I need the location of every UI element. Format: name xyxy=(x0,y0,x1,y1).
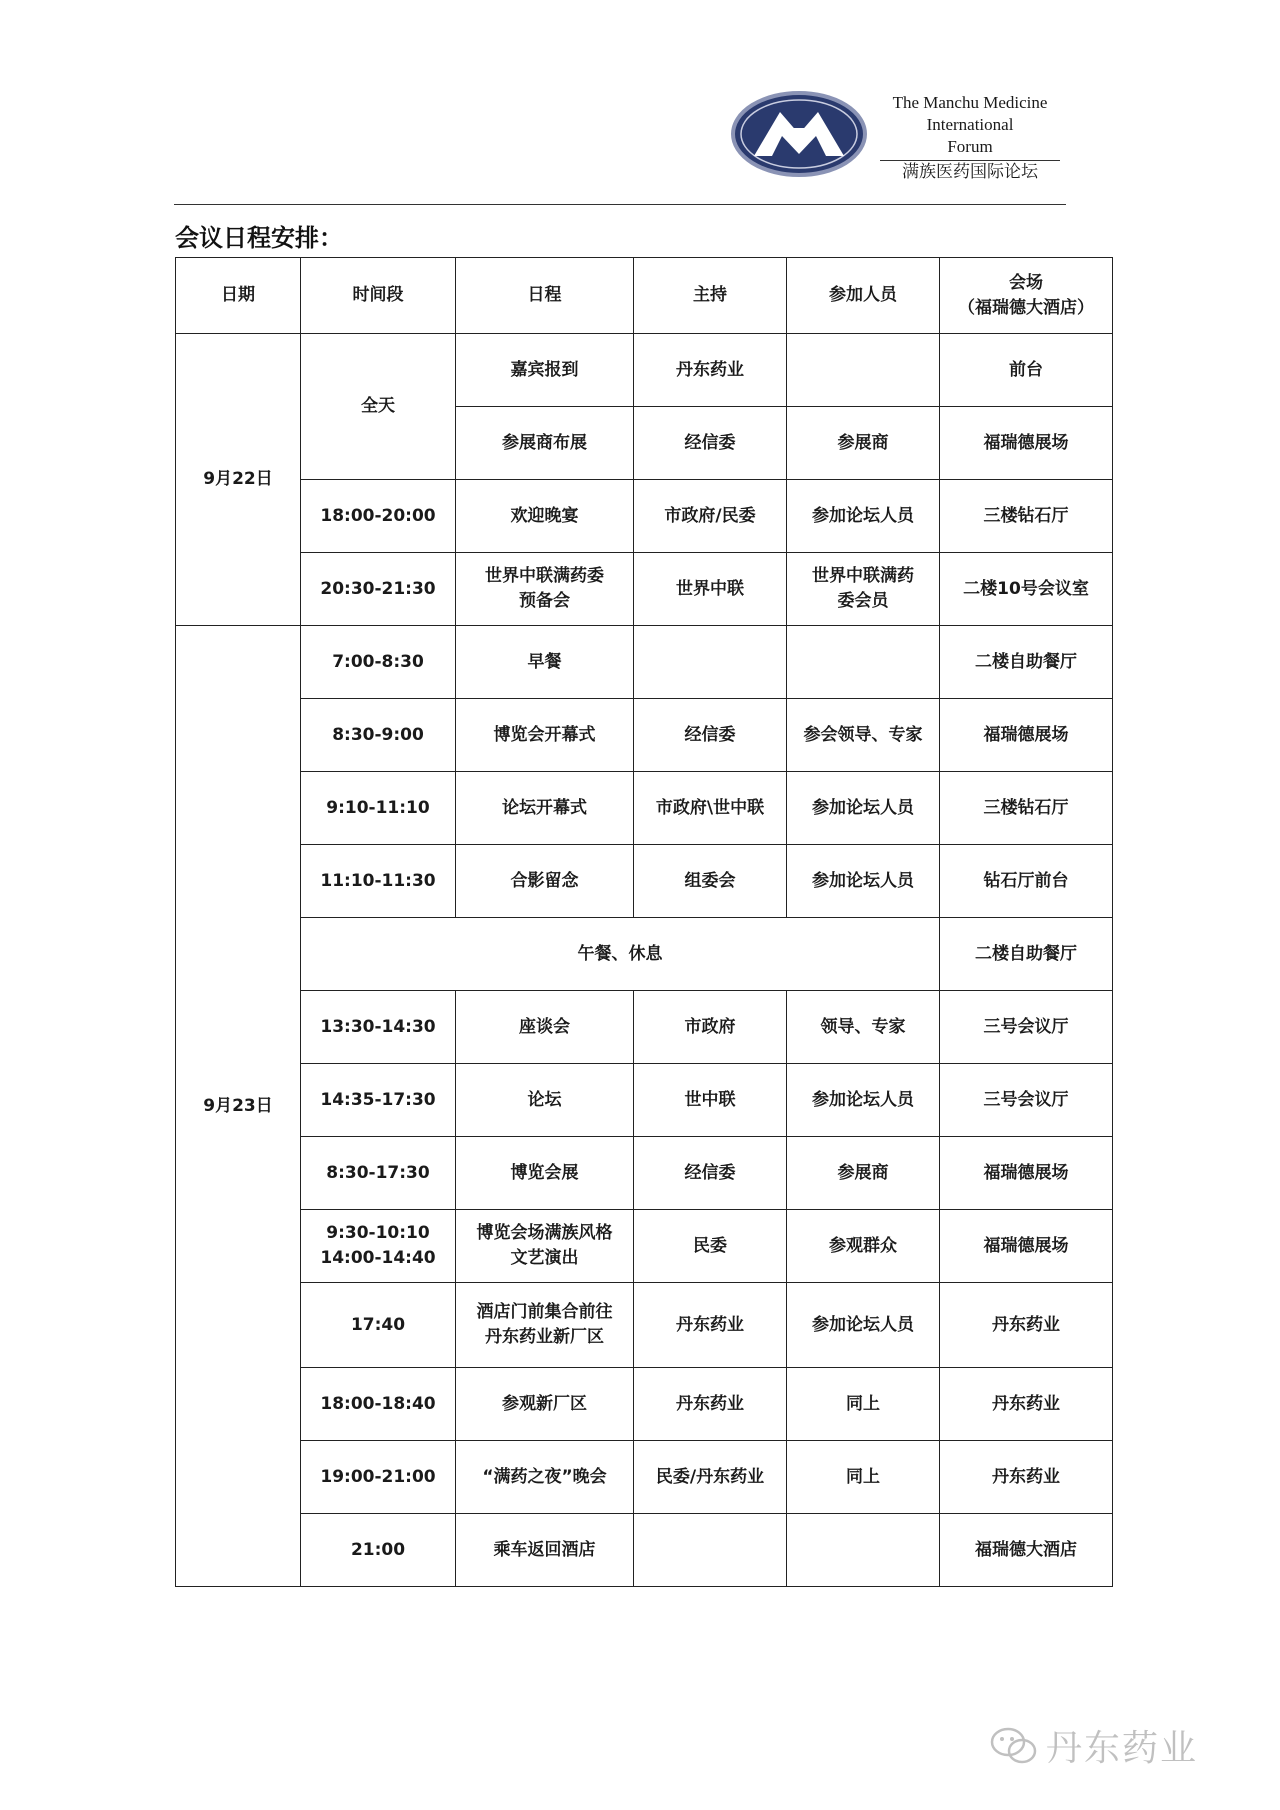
host-cell: 丹东药业 xyxy=(634,1283,787,1368)
header-host: 主持 xyxy=(634,258,787,334)
venue-cell: 三号会议厅 xyxy=(940,991,1113,1064)
host-cell: 市政府 xyxy=(634,991,787,1064)
attendees-cell: 同上 xyxy=(787,1441,940,1514)
attendees-cell xyxy=(787,1514,940,1587)
table-row xyxy=(176,845,1113,918)
attendees-cell: 参观群众 xyxy=(787,1210,940,1283)
venue-cell: 二楼自助餐厅 xyxy=(940,626,1113,699)
header-attendees: 参加人员 xyxy=(787,258,940,334)
table-row xyxy=(176,772,1113,845)
agenda-cell: 欢迎晚宴 xyxy=(456,480,634,553)
attendees-cell: 参展商 xyxy=(787,407,940,480)
agenda-cell: 博览会展 xyxy=(456,1137,634,1210)
host-cell: 市政府/民委 xyxy=(634,480,787,553)
section-title: 会议日程安排： xyxy=(175,224,343,252)
forum-name-en-line2: International xyxy=(926,115,1014,134)
venue-cell: 二楼自助餐厅 xyxy=(940,918,1113,991)
table-row xyxy=(176,1064,1113,1137)
lunch-row xyxy=(176,918,1113,991)
venue-cell: 丹东药业 xyxy=(940,1368,1113,1441)
host-cell: 丹东药业 xyxy=(634,1368,787,1441)
forum-logo xyxy=(730,90,868,178)
venue-cell: 二楼10号会议室 xyxy=(940,553,1113,626)
agenda-cell: 世界中联满药委 预备会 xyxy=(456,553,634,626)
table-row xyxy=(176,1441,1113,1514)
table-row xyxy=(176,626,1113,699)
table-row xyxy=(176,699,1113,772)
time-cell: 17:40 xyxy=(301,1283,456,1368)
attendees-cell: 世界中联满药 委会员 xyxy=(787,553,940,626)
attendees-cell xyxy=(787,334,940,407)
venue-cell: 钻石厅前台 xyxy=(940,845,1113,918)
header-date: 日期 xyxy=(176,258,301,334)
agenda-cell: 嘉宾报到 xyxy=(456,334,634,407)
attendees-cell xyxy=(787,626,940,699)
attendees-cell: 参加论坛人员 xyxy=(787,480,940,553)
table-row xyxy=(176,1368,1113,1441)
host-cell: 世中联 xyxy=(634,1064,787,1137)
attendees-cell: 参加论坛人员 xyxy=(787,772,940,845)
table-row xyxy=(176,1210,1113,1283)
host-cell: 经信委 xyxy=(634,1137,787,1210)
host-cell: 民委 xyxy=(634,1210,787,1283)
forum-name-cn: 满族医药国际论坛 xyxy=(902,162,1038,181)
wechat-watermark xyxy=(990,1720,1198,1771)
time-cell: 全天 xyxy=(301,334,456,480)
time-cell: 9:30-10:10 14:00-14:40 xyxy=(301,1210,456,1283)
table-row xyxy=(176,991,1113,1064)
attendees-cell: 参加论坛人员 xyxy=(787,1064,940,1137)
agenda-cell: 酒店门前集合前往 丹东药业新厂区 xyxy=(456,1283,634,1368)
host-cell: 经信委 xyxy=(634,407,787,480)
attendees-cell: 参会领导、专家 xyxy=(787,699,940,772)
table-header-row xyxy=(176,258,1113,334)
time-cell: 14:35-17:30 xyxy=(301,1064,456,1137)
time-cell: 8:30-9:00 xyxy=(301,699,456,772)
agenda-cell: “满药之夜”晚会 xyxy=(456,1441,634,1514)
attendees-cell: 参加论坛人员 xyxy=(787,845,940,918)
agenda-cell: 早餐 xyxy=(456,626,634,699)
lunch-cell: 午餐、休息 xyxy=(301,918,940,991)
venue-cell: 福瑞德大酒店 xyxy=(940,1514,1113,1587)
host-cell: 世界中联 xyxy=(634,553,787,626)
venue-cell: 三号会议厅 xyxy=(940,1064,1113,1137)
host-cell: 丹东药业 xyxy=(634,334,787,407)
table-row xyxy=(176,334,1113,407)
agenda-cell: 乘车返回酒店 xyxy=(456,1514,634,1587)
time-cell: 8:30-17:30 xyxy=(301,1137,456,1210)
schedule-table xyxy=(175,257,1113,1587)
time-cell: 7:00-8:30 xyxy=(301,626,456,699)
header-divider xyxy=(174,204,1066,205)
table-row xyxy=(176,1137,1113,1210)
table-row xyxy=(176,1283,1113,1368)
header-venue-label: 会场 xyxy=(1009,272,1043,293)
venue-cell: 丹东药业 xyxy=(940,1283,1113,1368)
agenda-cell: 参展商布展 xyxy=(456,407,634,480)
agenda-cell: 论坛 xyxy=(456,1064,634,1137)
venue-cell: 丹东药业 xyxy=(940,1441,1113,1514)
attendees-cell: 同上 xyxy=(787,1368,940,1441)
date-cell: 9月22日 xyxy=(176,334,301,626)
agenda-cell: 参观新厂区 xyxy=(456,1368,634,1441)
watermark-text: 丹东药业 xyxy=(1046,1728,1199,1769)
table-row xyxy=(176,1514,1113,1587)
forum-name-en-line1: The Manchu Medicine xyxy=(892,93,1048,112)
host-cell: 市政府\世中联 xyxy=(634,772,787,845)
forum-name-en-line3: Forum xyxy=(947,137,993,156)
table-row xyxy=(176,480,1113,553)
agenda-cell: 博览会场满族风格 文艺演出 xyxy=(456,1210,634,1283)
time-cell: 13:30-14:30 xyxy=(301,991,456,1064)
host-cell: 民委/丹东药业 xyxy=(634,1441,787,1514)
attendees-cell: 参加论坛人员 xyxy=(787,1283,940,1368)
venue-cell: 福瑞德展场 xyxy=(940,1210,1113,1283)
header-agenda: 日程 xyxy=(456,258,634,334)
forum-name-block xyxy=(870,92,1070,183)
time-cell: 18:00-18:40 xyxy=(301,1368,456,1441)
date-cell: 9月23日 xyxy=(176,626,301,1587)
time-cell: 21:00 xyxy=(301,1514,456,1587)
agenda-cell: 合影留念 xyxy=(456,845,634,918)
host-cell: 组委会 xyxy=(634,845,787,918)
venue-cell: 福瑞德展场 xyxy=(940,407,1113,480)
host-cell: 经信委 xyxy=(634,699,787,772)
time-cell: 18:00-20:00 xyxy=(301,480,456,553)
attendees-cell: 领导、专家 xyxy=(787,991,940,1064)
host-cell xyxy=(634,626,787,699)
agenda-cell: 博览会开幕式 xyxy=(456,699,634,772)
agenda-cell: 论坛开幕式 xyxy=(456,772,634,845)
time-cell: 19:00-21:00 xyxy=(301,1441,456,1514)
wechat-icon xyxy=(990,1726,1038,1766)
header-venue-note: （福瑞德大酒店） xyxy=(958,297,1094,318)
agenda-cell: 座谈会 xyxy=(456,991,634,1064)
venue-cell: 福瑞德展场 xyxy=(940,699,1113,772)
time-cell: 11:10-11:30 xyxy=(301,845,456,918)
host-cell xyxy=(634,1514,787,1587)
venue-cell: 福瑞德展场 xyxy=(940,1137,1113,1210)
table-row xyxy=(176,553,1113,626)
header-venue xyxy=(940,258,1113,334)
venue-cell: 前台 xyxy=(940,334,1113,407)
time-cell: 9:10-11:10 xyxy=(301,772,456,845)
time-cell: 20:30-21:30 xyxy=(301,553,456,626)
venue-cell: 三楼钻石厅 xyxy=(940,480,1113,553)
header-time: 时间段 xyxy=(301,258,456,334)
venue-cell: 三楼钻石厅 xyxy=(940,772,1113,845)
attendees-cell: 参展商 xyxy=(787,1137,940,1210)
